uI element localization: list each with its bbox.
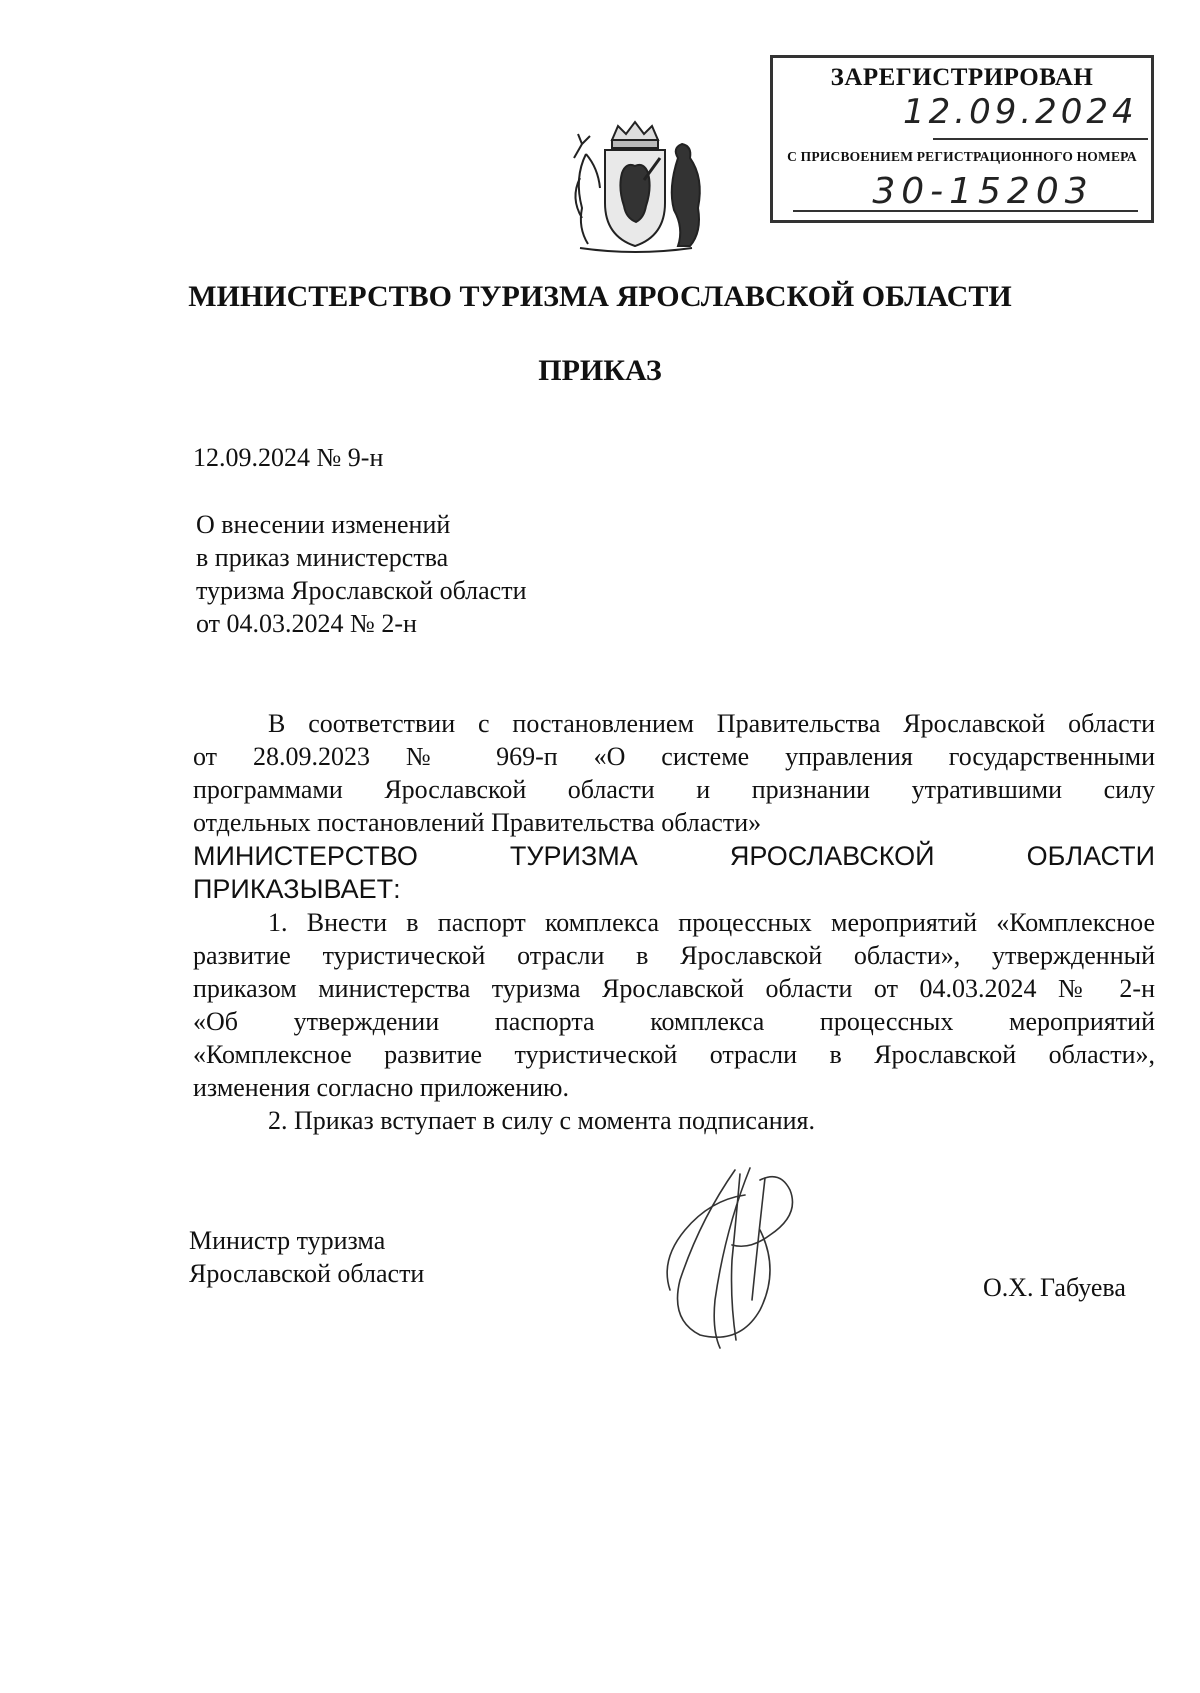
position-line: Ярославской области — [189, 1259, 425, 1288]
item-1-line: «Комплексное развитие туристической отрасли в Ярославской области», — [193, 1040, 1155, 1069]
order-line: МИНИСТЕРСТВО ТУРИЗМА ЯРОСЛАВСКОЙ ОБЛАСТИ — [193, 841, 1155, 871]
item-1-line: 1. Внести в паспорт комплекса процессных мероприятий «Комплексное — [268, 908, 1155, 937]
item-1-line: приказом министерства туризма Ярославской области от 04.03.2024 № 2-н — [193, 974, 1155, 1003]
document-type: ПРИКАЗ — [538, 354, 662, 387]
preamble-paragraph — [193, 707, 1155, 839]
signatory-position — [189, 1224, 424, 1290]
coat-of-arms-icon — [560, 118, 710, 258]
preamble-line: программами Ярославской области и признании утратившими силу — [193, 775, 1155, 804]
stamp-caption: С ПРИСВОЕНИЕМ РЕГИСТРАЦИОННОГО НОМЕРА — [787, 149, 1137, 164]
item-1-line: изменения согласно приложению. — [193, 1073, 569, 1102]
position-line: Министр туризма — [189, 1226, 386, 1255]
subject-block — [196, 508, 527, 640]
item-1-line: «Об утверждении паспорта комплекса процессных мероприятий — [193, 1007, 1155, 1036]
signatory-name: О.Х. Габуева — [983, 1273, 1126, 1302]
stamp-title: ЗАРЕГИСТРИРОВАН — [830, 64, 1094, 91]
preamble-line: от 28.09.2023 № 969-п «О системе управления государственными — [193, 742, 1155, 771]
subject-line: от 04.03.2024 № 2-н — [196, 609, 417, 638]
preamble-line: отдельных постановлений Правительства области» — [193, 808, 762, 837]
subject-line: туризма Ярославской области — [196, 576, 527, 605]
document-date-number: 12.09.2024 № 9-н — [193, 443, 384, 472]
stamp-divider — [793, 210, 1138, 212]
subject-line: в приказ министерства — [196, 543, 449, 572]
handwritten-signature — [640, 1160, 820, 1350]
item-1-paragraph — [193, 906, 1155, 1104]
stamp-divider — [933, 138, 1148, 140]
item-2-paragraph: 2. Приказ вступает в силу с момента подписания. — [268, 1106, 816, 1135]
subject-line: О внесении изменений — [196, 510, 451, 539]
item-1-line: развитие туристической отрасли в Ярославской области», утвержденный — [193, 941, 1155, 970]
registration-stamp — [770, 55, 1154, 223]
ministry-title: МИНИСТЕРСТВО ТУРИЗМА ЯРОСЛАВСКОЙ ОБЛАСТИ — [188, 280, 1012, 313]
stamp-number: 30-15203 — [872, 171, 1094, 212]
preamble-line: В соответствии с постановлением Правительства Ярославской области — [268, 709, 1155, 738]
stamp-date: 12.09.2024 — [903, 92, 1138, 132]
order-block — [193, 840, 1155, 906]
order-line: ПРИКАЗЫВАЕТ: — [193, 874, 401, 904]
